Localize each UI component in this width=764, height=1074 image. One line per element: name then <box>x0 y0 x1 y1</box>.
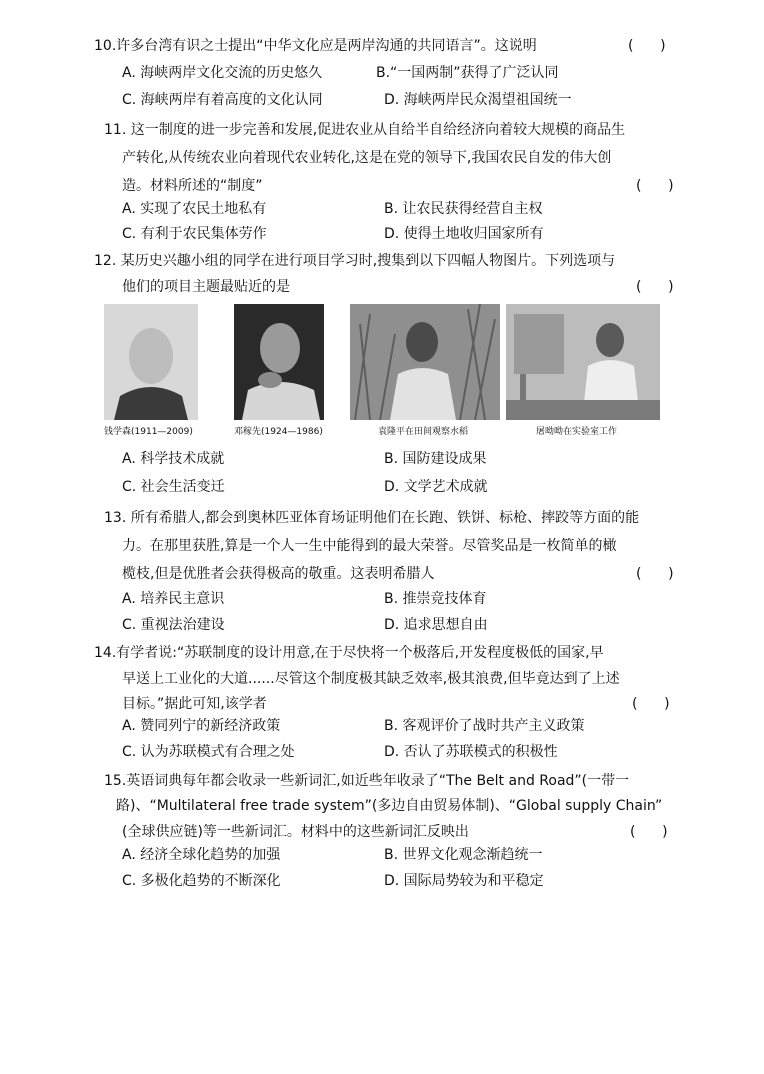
q13-option-a: A. 培养民主意识 <box>122 591 225 607</box>
q11-option-d: D. 使得土地收归国家所有 <box>384 226 544 242</box>
q12-stem-line2: 他们的项目主题最贴近的是 <box>122 279 290 295</box>
q15-answer-bracket: ( ) <box>630 824 668 840</box>
q12-option-d: D. 文学艺术成就 <box>384 479 488 495</box>
caption-qian: 钱学森(1911—2009) <box>104 427 193 437</box>
field-rice-photo <box>350 304 500 420</box>
q11-stem-line1: 11. 这一制度的进一步完善和发展,促进农业从自给半自给经济向着较大规模的商品生 <box>104 122 626 138</box>
lab-photo <box>506 304 660 420</box>
q14-answer-bracket: ( ) <box>632 696 670 712</box>
q15-stem-line2: 路)、“Multilateral free trade system”(多边自由贸易体制)、“Global supply Chain” <box>116 798 663 814</box>
q10-option-c: C. 海峡两岸有着高度的文化认同 <box>122 92 323 108</box>
q14-option-b: B. 客观评价了战时共产主义政策 <box>384 718 585 734</box>
q11-option-c: C. 有利于农民集体劳作 <box>122 226 267 242</box>
q14-stem-line2: 早送上工业化的大道......尽管这个制度极其缺乏效率,极其浪费,但毕竟达到了上述 <box>122 671 620 687</box>
q13-stem-line1: 13. 所有希腊人,都会到奥林匹亚体育场证明他们在长跑、铁饼、标枪、摔跤等方面的能 <box>104 510 640 526</box>
q12-option-c: C. 社会生活变迁 <box>122 479 225 495</box>
q15-option-b: B. 世界文化观念渐趋统一 <box>384 847 543 863</box>
q15-stem-line1: 15.英语词典每年都会收录一些新词汇,如近些年收录了“The Belt and Road”(一带一 <box>104 773 630 789</box>
q15-option-c: C. 多极化趋势的不断深化 <box>122 873 281 889</box>
q15-option-a: A. 经济全球化趋势的加强 <box>122 847 281 863</box>
q13-stem-line2: 力。在那里获胜,算是一个人一生中能得到的最大荣誉。尽管奖品是一枚简单的橄 <box>122 538 617 554</box>
q12-option-b: B. 国防建设成果 <box>384 451 487 467</box>
portrait-photo-qian <box>104 304 198 420</box>
q10-option-d: D. 海峡两岸民众渴望祖国统一 <box>384 92 572 108</box>
q11-stem-line2: 产转化,从传统农业向着现代农业转化,这是在党的领导下,我国农民自发的伟大创 <box>122 150 612 166</box>
q11-option-a: A. 实现了农民土地私有 <box>122 201 267 217</box>
portrait-photo-deng <box>234 304 324 420</box>
q14-option-a: A. 赞同列宁的新经济政策 <box>122 718 281 734</box>
caption-tu: 屠呦呦在实验室工作 <box>536 427 618 437</box>
q11-answer-bracket: ( ) <box>636 178 674 194</box>
q10-option-b: B.“一国两制”获得了广泛认同 <box>376 65 559 81</box>
q15-option-d: D. 国际局势较为和平稳定 <box>384 873 544 889</box>
q13-option-b: B. 推崇竞技体育 <box>384 591 487 607</box>
q14-stem-line3: 目标。”据此可知,该学者 <box>122 696 267 712</box>
q14-option-d: D. 否认了苏联模式的积极性 <box>384 744 558 760</box>
q11-stem-line3: 造。材料所述的“制度” <box>122 178 263 194</box>
q15-stem-line3: (全球供应链)等一些新词汇。材料中的这些新词汇反映出 <box>122 824 469 840</box>
q13-stem-line3: 榄枝,但是优胜者会获得极高的敬重。这表明希腊人 <box>122 566 435 582</box>
q12-stem-line1: 12. 某历史兴趣小组的同学在进行项目学习时,搜集到以下四幅人物图片。下列选项与 <box>94 253 616 269</box>
q13-option-c: C. 重视法治建设 <box>122 617 225 633</box>
q12-answer-bracket: ( ) <box>636 279 674 295</box>
q11-option-b: B. 让农民获得经营自主权 <box>384 201 543 217</box>
q14-stem-line1: 14.有学者说:“苏联制度的设计用意,在于尽快将一个极落后,开发程度极低的国家,早 <box>94 645 604 661</box>
q13-option-d: D. 追求思想自由 <box>384 617 488 633</box>
caption-yuan: 袁隆平在田间观察水稻 <box>378 427 469 437</box>
caption-deng: 邓稼先(1924—1986) <box>234 427 323 437</box>
q10-option-a: A. 海峡两岸文化交流的历史悠久 <box>122 65 323 81</box>
q12-option-a: A. 科学技术成就 <box>122 451 225 467</box>
q10-answer-bracket: ( ) <box>628 38 666 54</box>
q10-stem: 10.许多台湾有识之士提出“中华文化应是两岸沟通的共同语言”。这说明 <box>94 38 537 54</box>
q13-answer-bracket: ( ) <box>636 566 674 582</box>
q14-option-c: C. 认为苏联模式有合理之处 <box>122 744 295 760</box>
